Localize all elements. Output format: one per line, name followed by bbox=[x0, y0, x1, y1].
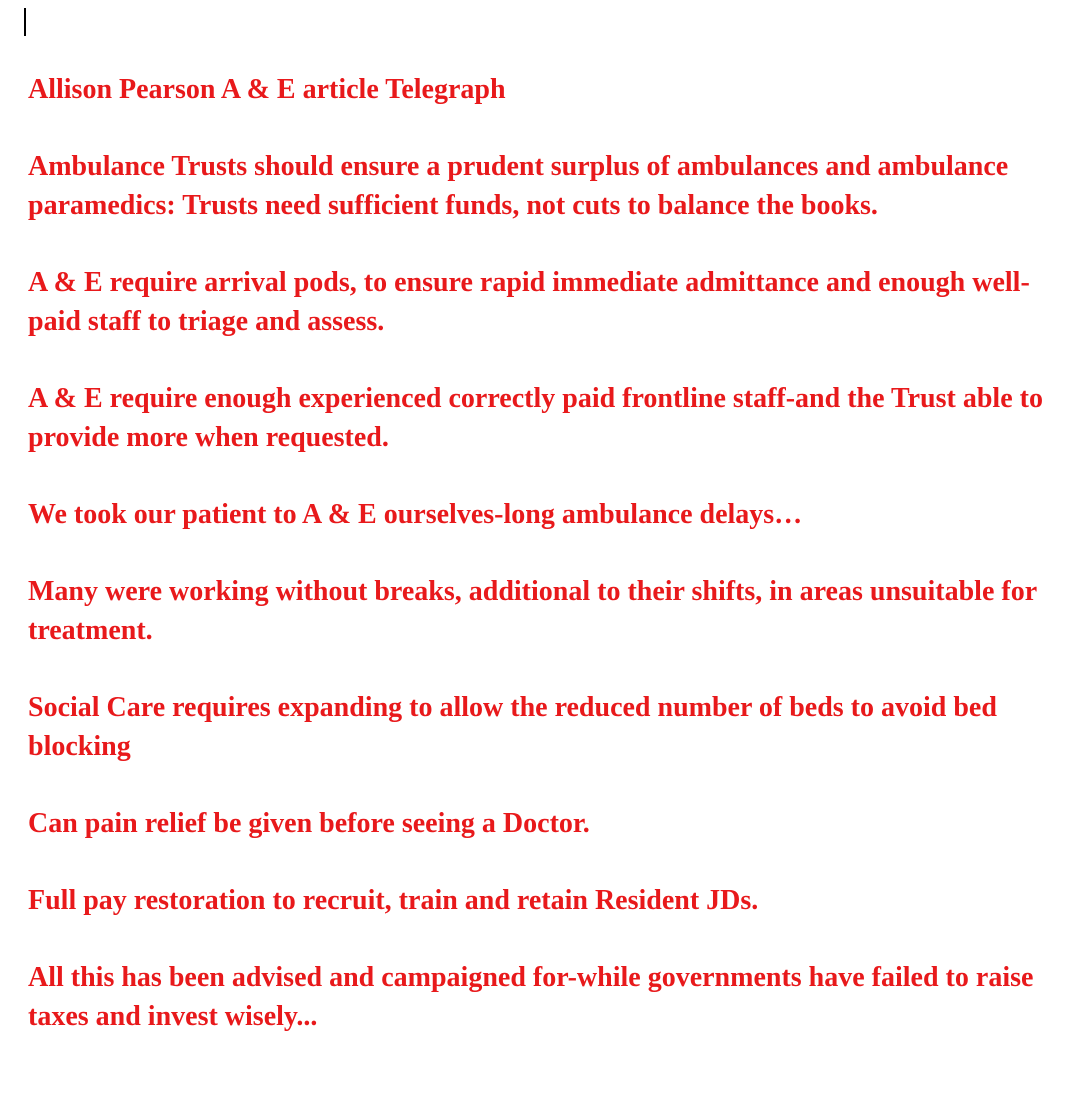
document-body[interactable] bbox=[28, 70, 1068, 1074]
paragraph-campaigned: All this has been advised and campaigned for-while governments have failed to raise taxes and invest wisely... bbox=[28, 962, 1034, 1032]
paragraph-social-care: Social Care requires expanding to allow the reduced number of beds to avoid bed blocking bbox=[28, 692, 997, 762]
paragraph-frontline-staff: A & E require enough experienced correctly paid frontline staff-and the Trust able to provide more when requested. bbox=[28, 383, 1043, 453]
paragraph-pain-relief: Can pain relief be given before seeing a Doctor. bbox=[28, 808, 590, 839]
paragraph-pay-restoration: Full pay restoration to recruit, train and retain Resident JDs. bbox=[28, 885, 759, 916]
paragraph-ambulance-delays: We took our patient to A & E ourselves-long ambulance delays… bbox=[28, 499, 803, 530]
paragraph-arrival-pods: A & E require arrival pods, to ensure rapid immediate admittance and enough well-paid staff to triage and assess. bbox=[28, 267, 1030, 337]
text-cursor bbox=[24, 8, 26, 36]
paragraph-working-without-breaks: Many were working without breaks, additional to their shifts, in areas unsuitable for treatment. bbox=[28, 576, 1037, 646]
paragraph-ambulance-trusts: Ambulance Trusts should ensure a prudent surplus of ambulances and ambulance paramedics: Trusts need sufficient funds, not cuts to balance the books. bbox=[28, 151, 1009, 221]
document-title: Allison Pearson A & E article Telegraph bbox=[28, 74, 506, 105]
